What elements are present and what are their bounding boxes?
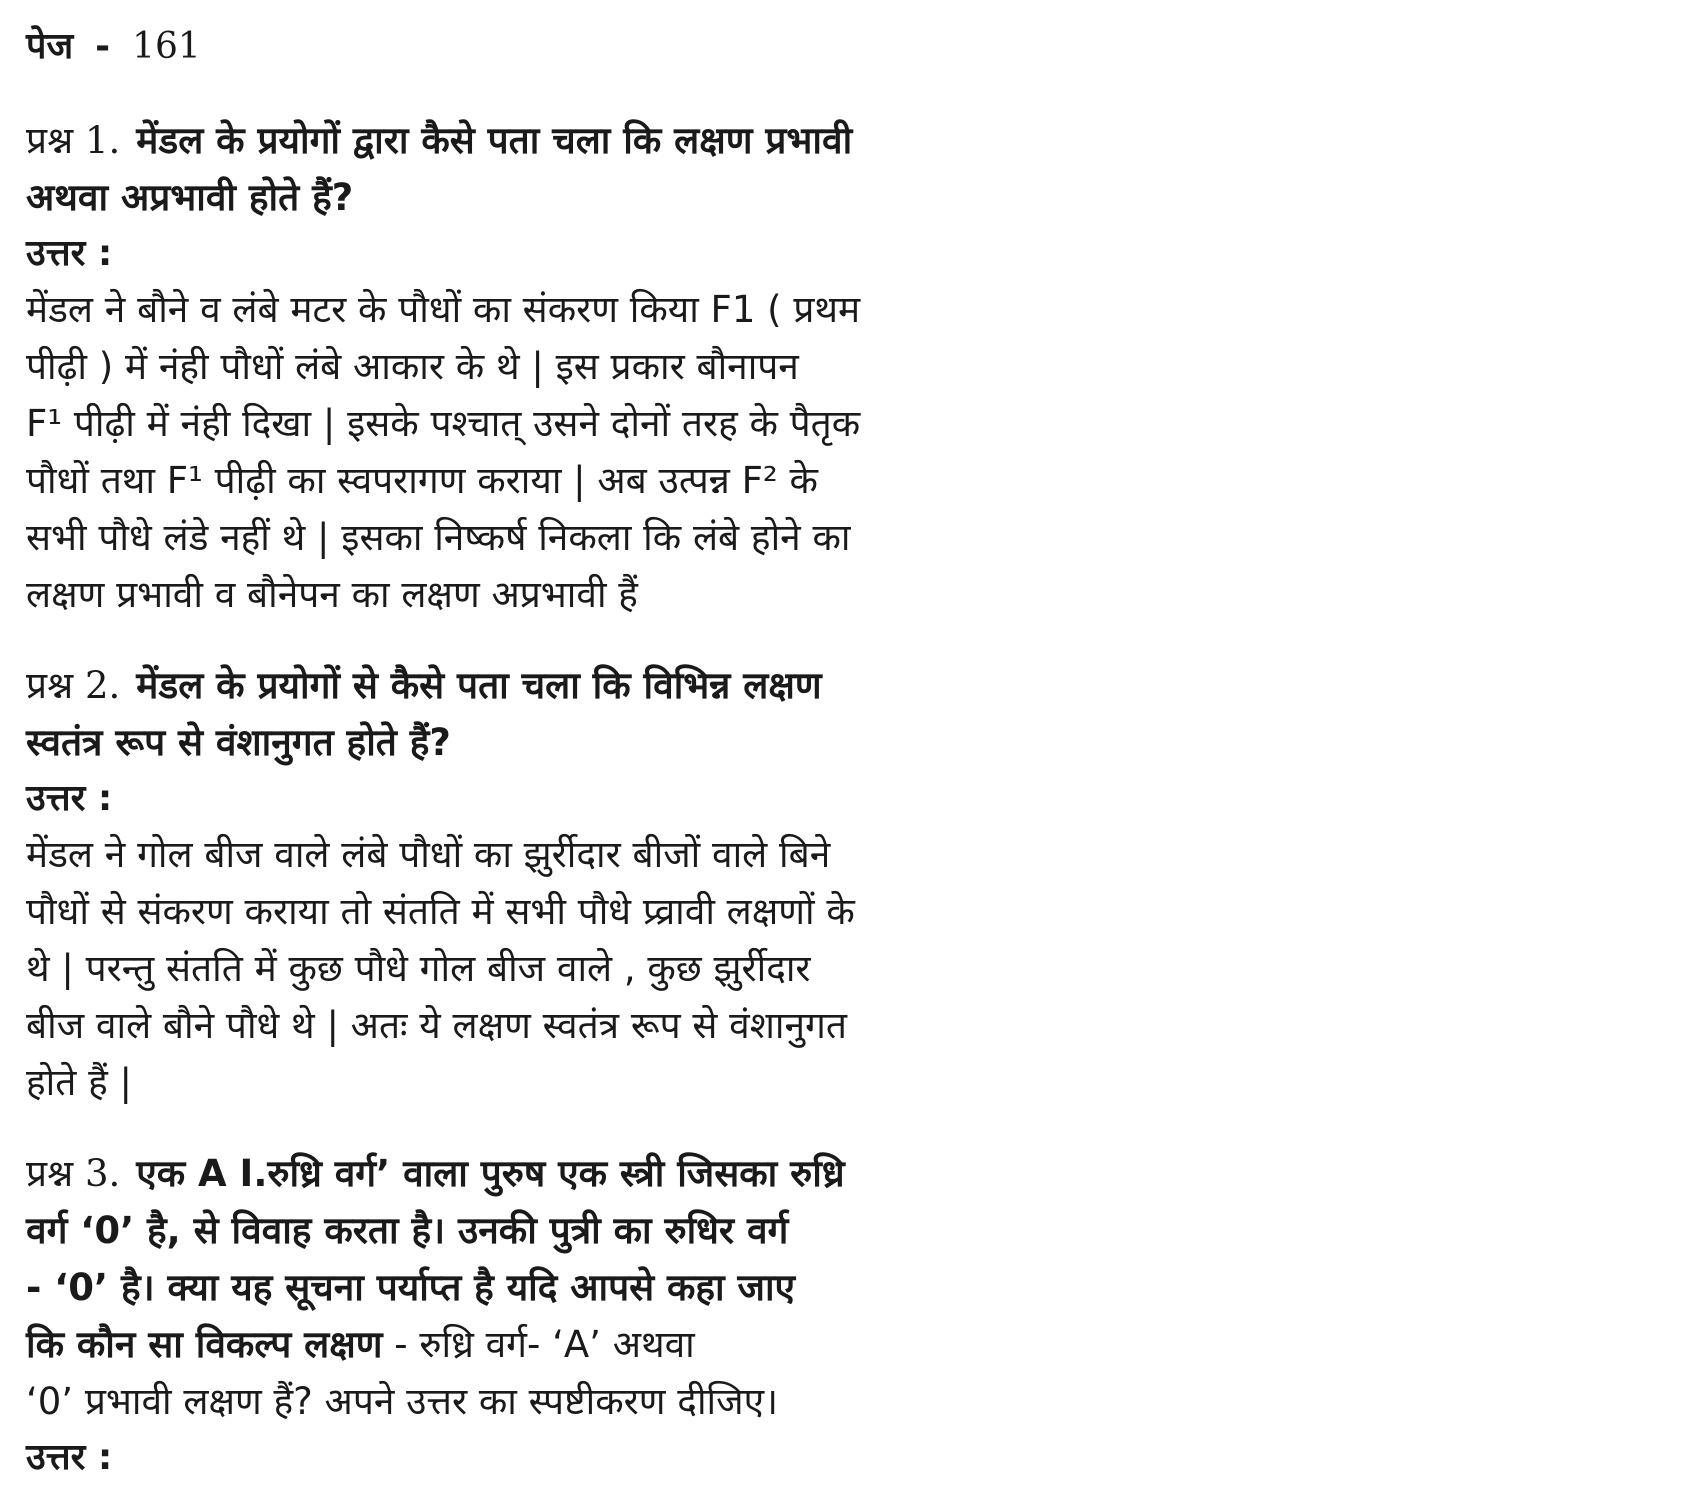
question-number: प्रश्न 1. [26, 119, 121, 162]
answer-line: F¹ पीढ़ी में नंही दिखा | इसके पश्चात् उसने दोनों तरह के पैतृक [26, 402, 861, 445]
question-line: अथवा अप्रभावी होते हैं? [26, 176, 354, 219]
question-text-plain: - रुध्रि वर्ग- ‘A’ अथवा [382, 1323, 695, 1366]
answer-line: होते हैं | [26, 1061, 132, 1104]
answer-line: लक्षण प्रभावी व बौनेपन का लक्षण अप्रभावी हैं [26, 573, 638, 616]
question-text: एक A I.रुध्रि वर्ग’ वाला पुरुष एक स्त्री जिसका रुध्रि [136, 1152, 845, 1195]
question-line: वर्ग ‘0’ है, से विवाह करता है। उनकी पुत्री का रुधिर वर्ग [26, 1209, 789, 1252]
question-text: मेंडल के प्रयोगों द्वारा कैसे पता चला कि लक्षण प्रभावी [136, 119, 853, 162]
answer-line: थे | परन्तु संतति में कुछ पौधे गोल बीज वाले , कुछ झुर्रीदार [26, 947, 811, 990]
question-line [26, 657, 1666, 714]
question-line [26, 1145, 1666, 1202]
answer-label: उत्तर : [26, 778, 113, 819]
question-block-2 [26, 657, 1666, 1111]
question-line: स्वतंत्र रूप से वंशानुगत होते हैं? [26, 721, 451, 764]
answer-label: उत्तर : [26, 233, 113, 274]
question-line [26, 1316, 1666, 1373]
answer-label: उत्तर : [26, 1437, 113, 1478]
question-line: - ‘0’ है। क्या यह सूचना पर्याप्त है यदि आपसे कहा जाए [26, 1266, 796, 1309]
page-separator: - [95, 26, 111, 67]
question-block-1 [26, 112, 1666, 623]
page-header [26, 20, 1666, 74]
answer-line: बीज वाले बौने पौधे थे | अतः ये लक्षण स्वतंत्र रूप से वंशानुगत [26, 1004, 847, 1047]
question-text: मेंडल के प्रयोगों से कैसे पता चला कि विभिन्न लक्षण [136, 664, 822, 707]
question-block-3 [26, 1145, 1666, 1485]
page-number: 161 [132, 26, 201, 67]
answer-line: पीढ़ी ) में नंही पौधों लंबे आकार के थे | इस प्रकार बौनापन [26, 345, 799, 388]
answer-line: मेंडल ने गोल बीज वाले लंबे पौधों का झुर्रीदार बीजों वाले बिने [26, 833, 831, 876]
question-line-plain: ‘0’ प्रभावी लक्षण हैं? अपने उत्तर का स्पष्टीकरण दीजिए। [26, 1380, 779, 1423]
answer-line: सभी पौधे लंडे नहीं थे | इसका निष्कर्ष निकला कि लंबे होने का [26, 516, 851, 559]
question-text-bold: कि कौन सा विकल्प लक्षण [26, 1323, 383, 1366]
page-label: पेज [26, 26, 74, 67]
answer-line: पौधों तथा F¹ पीढ़ी का स्वपरागण कराया | अब उत्पन्न F² के [26, 459, 818, 502]
question-line [26, 112, 1666, 169]
answer-line: मेंडल ने बौने व लंबे मटर के पौधों का संकरण किया F1 ( प्रथम [26, 288, 861, 331]
question-number: प्रश्न 2. [26, 664, 121, 707]
document-page [26, 20, 1666, 1485]
answer-line: पौधों से संकरण कराया तो संतति में सभी पौधे प्र्व्रावी लक्षणों के [26, 890, 855, 933]
question-number: प्रश्न 3. [26, 1152, 121, 1195]
